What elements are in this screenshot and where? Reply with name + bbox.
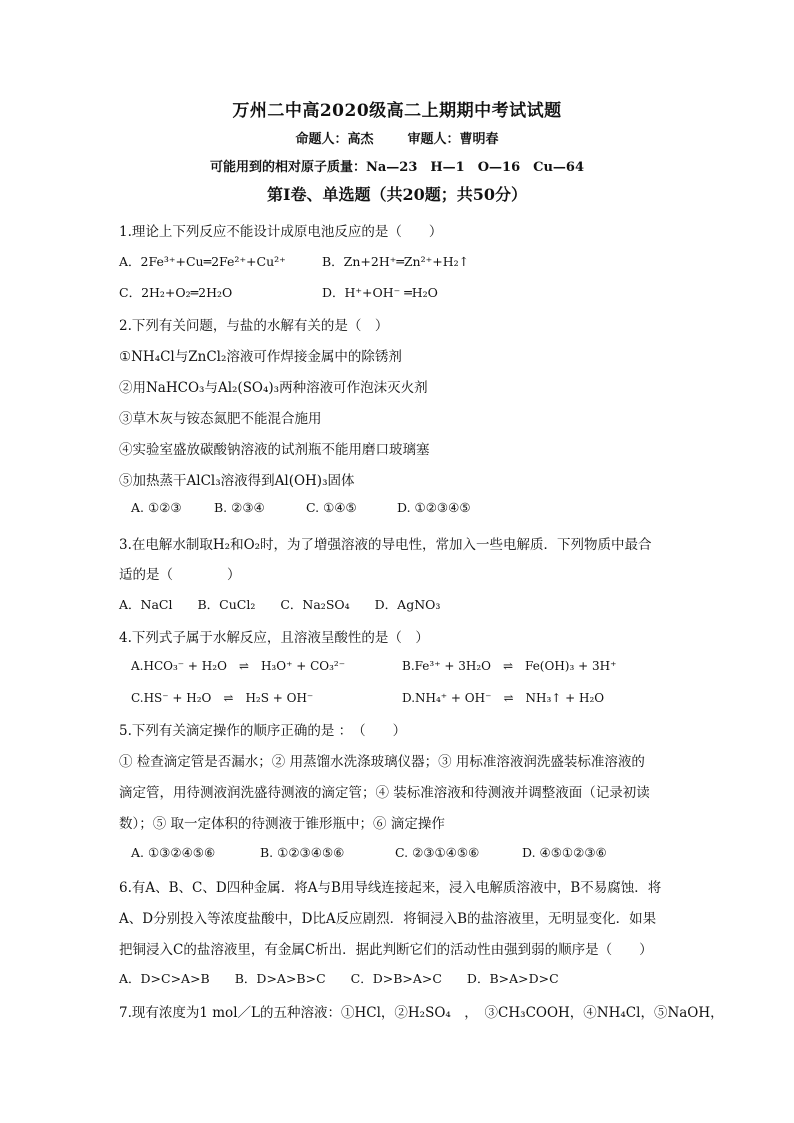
q5-option-a: A. ①③②④⑤⑥ [131, 845, 216, 860]
q1-option-b: B．Zn+2H⁺═Zn²⁺+H₂↑ [322, 254, 470, 269]
q5-option-b: B. ①②③④⑤⑥ [260, 845, 345, 860]
q6-options: A．D>C>A>B B．D>A>B>C C．D>B>A>C D．B>A>D>C [119, 971, 559, 986]
q4-option-c: C.HS⁻ + H₂O ⇌ H₂S + OH⁻ [131, 691, 314, 705]
q6-line-1: 6.有A、B、C、D四种金属．将A与B用导线连接起来，浸入电解质溶液中，B不易腐蚀．将 [119, 880, 662, 896]
authors-line [0, 128, 794, 147]
q1-option-d: D．H⁺+OH⁻ ═H₂O [322, 285, 438, 300]
q2-stem: 2.下列有关问题，与盐的水解有关的是（ ） [119, 318, 389, 334]
q1-option-c: C．2H₂+O₂═2H₂O [119, 285, 233, 300]
q5-line-3: 数）；⑤ 取一定体积的待测液于锥形瓶中；⑥ 滴定操作 [119, 816, 445, 832]
q4-option-a: A.HCO₃⁻ + H₂O ⇌ H₃O⁺ + CO₃²⁻ [131, 659, 346, 673]
atomic-mass-line: 可能用到的相对原子质量：Na—23 H—1 O—16 Cu—64 [209, 160, 585, 175]
q2-statement-4: ④实验室盛放碳酸钠溶液的试剂瓶不能用磨口玻璃塞 [119, 442, 430, 458]
q4-option-b: B.Fe³⁺ + 3H₂O ⇌ Fe(OH)₃ + 3H⁺ [402, 659, 617, 673]
q3-options: A．NaCl B．CuCl₂ C．Na₂SO₄ D．AgNO₃ [119, 597, 441, 612]
q4-stem: 4.下列式子属于水解反应，且溶液呈酸性的是（ ） [119, 630, 429, 646]
q5-line-2: 滴定管，用待测液润洗盛待测液的滴定管；④ 装标准溶液和待测液并调整液面（记录初读 [119, 785, 650, 801]
q2-statement-3: ③草木灰与铵态氮肥不能混合施用 [119, 411, 322, 427]
q4-option-d: D.NH₄⁺ + OH⁻ ⇌ NH₃↑ + H₂O [402, 691, 605, 705]
q5-line-1: ① 检查滴定管是否漏水；② 用蒸馏水洗涤玻璃仪器；③ 用标准溶液润洗盛装标准溶液的 [119, 754, 645, 770]
q2-option-d: D. ①②③④⑤ [397, 500, 471, 515]
setter: 命题人：高杰 [295, 132, 374, 147]
q2-option-c: C. ①④⑤ [306, 500, 357, 515]
q2-option-a: A. ①②③ [131, 500, 182, 515]
reviewer: 审题人：曹明春 [407, 132, 499, 147]
q2-statement-2: ②用NaHCO₃与Al₂(SO₄)₃两种溶液可作泡沫灭火剂 [119, 380, 428, 396]
section-title: 第Ⅰ卷、单选题（共20题；共50分） [266, 185, 528, 204]
q3-stem-line-1: 3.在电解水制取H₂和O₂时，为了增强溶液的导电性，常加入一些电解质．下列物质中最合 [119, 537, 652, 553]
q5-option-c: C. ②③①④⑤⑥ [395, 845, 480, 860]
exam-title: 万州二中高2020级高二上期期中考试试题 [232, 101, 562, 121]
q5-stem: 5.下列有关滴定操作的顺序正确的是 ： （ ） [119, 723, 407, 739]
q2-statement-1: ①NH₄Cl与ZnCl₂溶液可作焊接金属中的除锈剂 [119, 349, 402, 365]
q2-option-b: B. ②③④ [214, 500, 265, 515]
q6-line-2: A、D分别投入等浓度盐酸中，D比A反应剧烈．将铜浸入B的盐溶液里，无明显变化．如果 [119, 911, 657, 927]
q1-stem: 1.理论上下列反应不能设计成原电池反应的是（ ） [119, 224, 443, 240]
q5-option-d: D. ④⑤①②③⑥ [522, 845, 607, 860]
q3-stem-line-2: 适的是（ ） [119, 567, 241, 583]
q2-statement-5: ⑤加热蒸干AlCl₃溶液得到Al(OH)₃固体 [119, 473, 355, 489]
q6-line-3: 把铜浸入C的盐溶液里，有金属C析出．据此判断它们的活动性由强到弱的顺序是（ ） [119, 942, 653, 958]
q1-option-a: A．2Fe³⁺+Cu═2Fe²⁺+Cu²⁺ [119, 254, 286, 269]
q7-stem: 7.现有浓度为1 mol／L的五种溶液：①HCl，②H₂SO₄ ， ③CH₃COOH，④NH₄Cl，⑤NaOH， [119, 1005, 724, 1021]
